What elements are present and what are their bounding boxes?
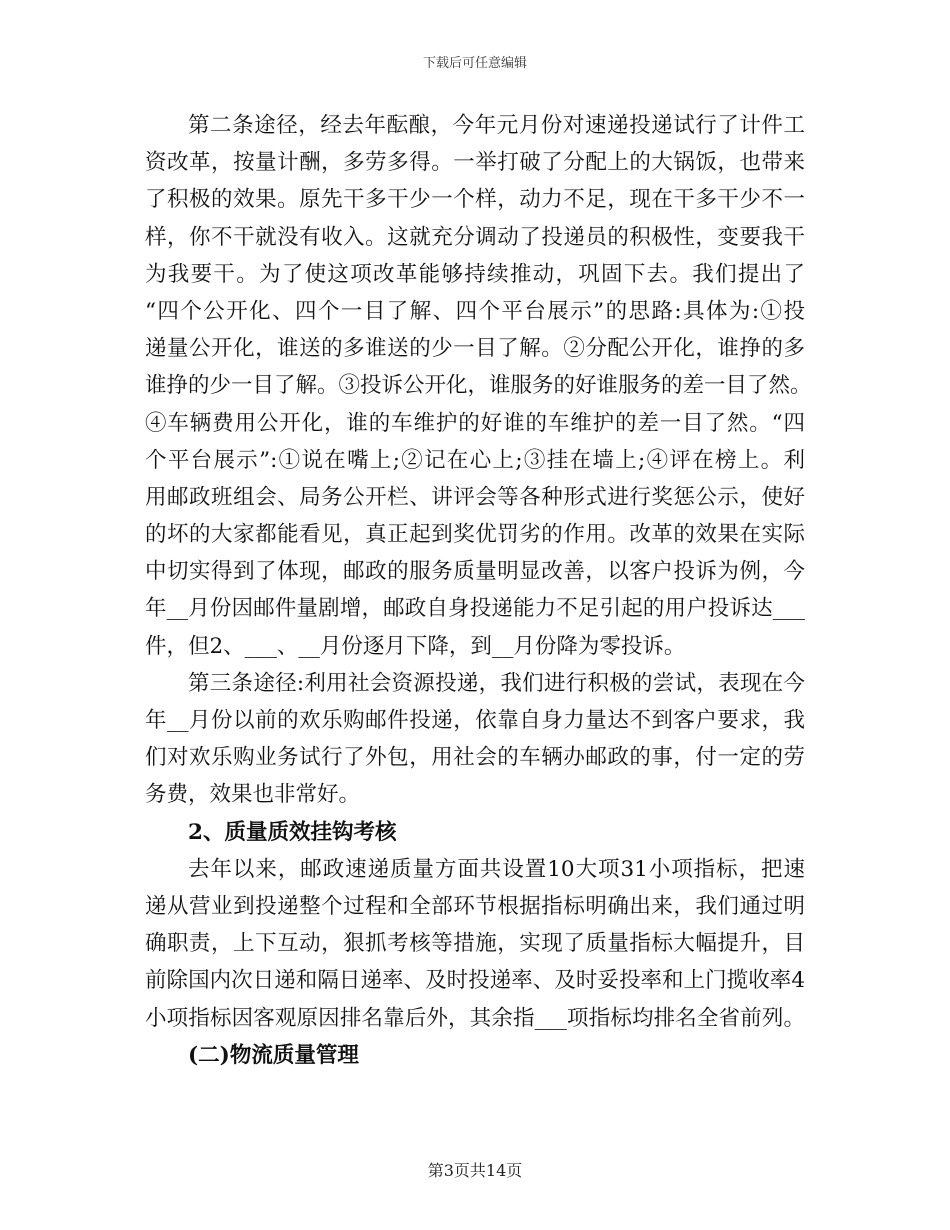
paragraph-line: 务费，效果也非常好。 — [145, 782, 361, 808]
paragraph-line: 用邮政班组会、局务公开栏、讲评会等各种形式进行奖惩公示，使好 — [145, 484, 805, 510]
paragraph-line: 谁挣的少一目了解。③投诉公开化，谁服务的好谁服务的差一目了然。 — [145, 373, 812, 399]
paragraph-line: 为我要干。为了使这项改革能够持续推动，巩固下去。我们提出了 — [145, 261, 805, 287]
paragraph-line: 个平台展示”:①说在嘴上;②记在心上;③挂在墙上;④评在榜上。利 — [145, 447, 805, 473]
page-header: 下载后可任意编辑 — [422, 56, 527, 71]
paragraph-line: 前除国内次日递和隔日递率、及时投递率、及时妥投率和上门揽收率4 — [145, 968, 805, 994]
paragraph-line: 递从营业到投递整个过程和全部环节根据指标明确出来，我们通过明 — [145, 893, 805, 919]
paragraph-line: 样，你不干就没有收入。这就充分调动了投递员的积极性，变要我干 — [145, 224, 805, 250]
paragraph-line: 们对欢乐购业务试行了外包，用社会的车辆办邮政的事，付一定的劳 — [145, 745, 805, 771]
paragraph-line: 年__月份因邮件量剧增，邮政自身投递能力不足引起的用户投诉达___ — [145, 596, 805, 622]
paragraph-line: 确职责，上下互动，狠抓考核等措施，实现了质量指标大幅提升，目 — [145, 931, 805, 957]
document-body — [145, 107, 812, 1074]
paragraph-line: ④车辆费用公开化，谁的车维护的好谁的车维护的差一目了然。“四 — [145, 410, 805, 436]
paragraph-line: 件，但2、___、__月份逐月下降，到__月份降为零投诉。 — [145, 633, 686, 659]
paragraph-line: 第二条途径，经去年酝酿，今年元月份对速递投递试行了计件工 — [188, 113, 805, 138]
paragraph-line: 资改革，按量计酬，多劳多得。一举打破了分配上的大锅饭，也带来 — [145, 150, 805, 176]
paragraph-line: 的坏的大家都能看见，真正起到奖优罚劣的作用。改革的效果在实际 — [145, 522, 805, 548]
page-number: 第3页共14页 — [427, 1161, 523, 1180]
paragraph-line: 去年以来，邮政速递质量方面共设置10大项31小项指标，把速 — [188, 856, 805, 882]
paragraph-line: 小项指标因客观原因排名靠后外，其余指___项指标均排名全省前列。 — [145, 1005, 805, 1031]
section-heading: (二)物流质量管理 — [188, 1042, 359, 1068]
paragraph-line: 中切实得到了体现，邮政的服务质量明显改善，以客户投诉为例，今 — [145, 559, 805, 585]
paragraph-line: “四个公开化、四个一目了解、四个平台展示”的思路:具体为:①投 — [145, 298, 805, 324]
paragraph-line: 了积极的效果。原先干多干少一个样，动力不足，现在干多干少不一 — [145, 187, 805, 213]
paragraph-line: 第三条途径:利用社会资源投递，我们进行积极的尝试，表现在今 — [188, 670, 805, 696]
section-heading: 2、质量质效挂钩考核 — [188, 819, 397, 845]
paragraph-line: 递量公开化，谁送的多谁送的少一目了解。②分配公开化，谁挣的多 — [145, 336, 805, 362]
paragraph-line: 年__月份以前的欢乐购邮件投递，依靠自身力量达不到客户要求，我 — [145, 708, 805, 733]
